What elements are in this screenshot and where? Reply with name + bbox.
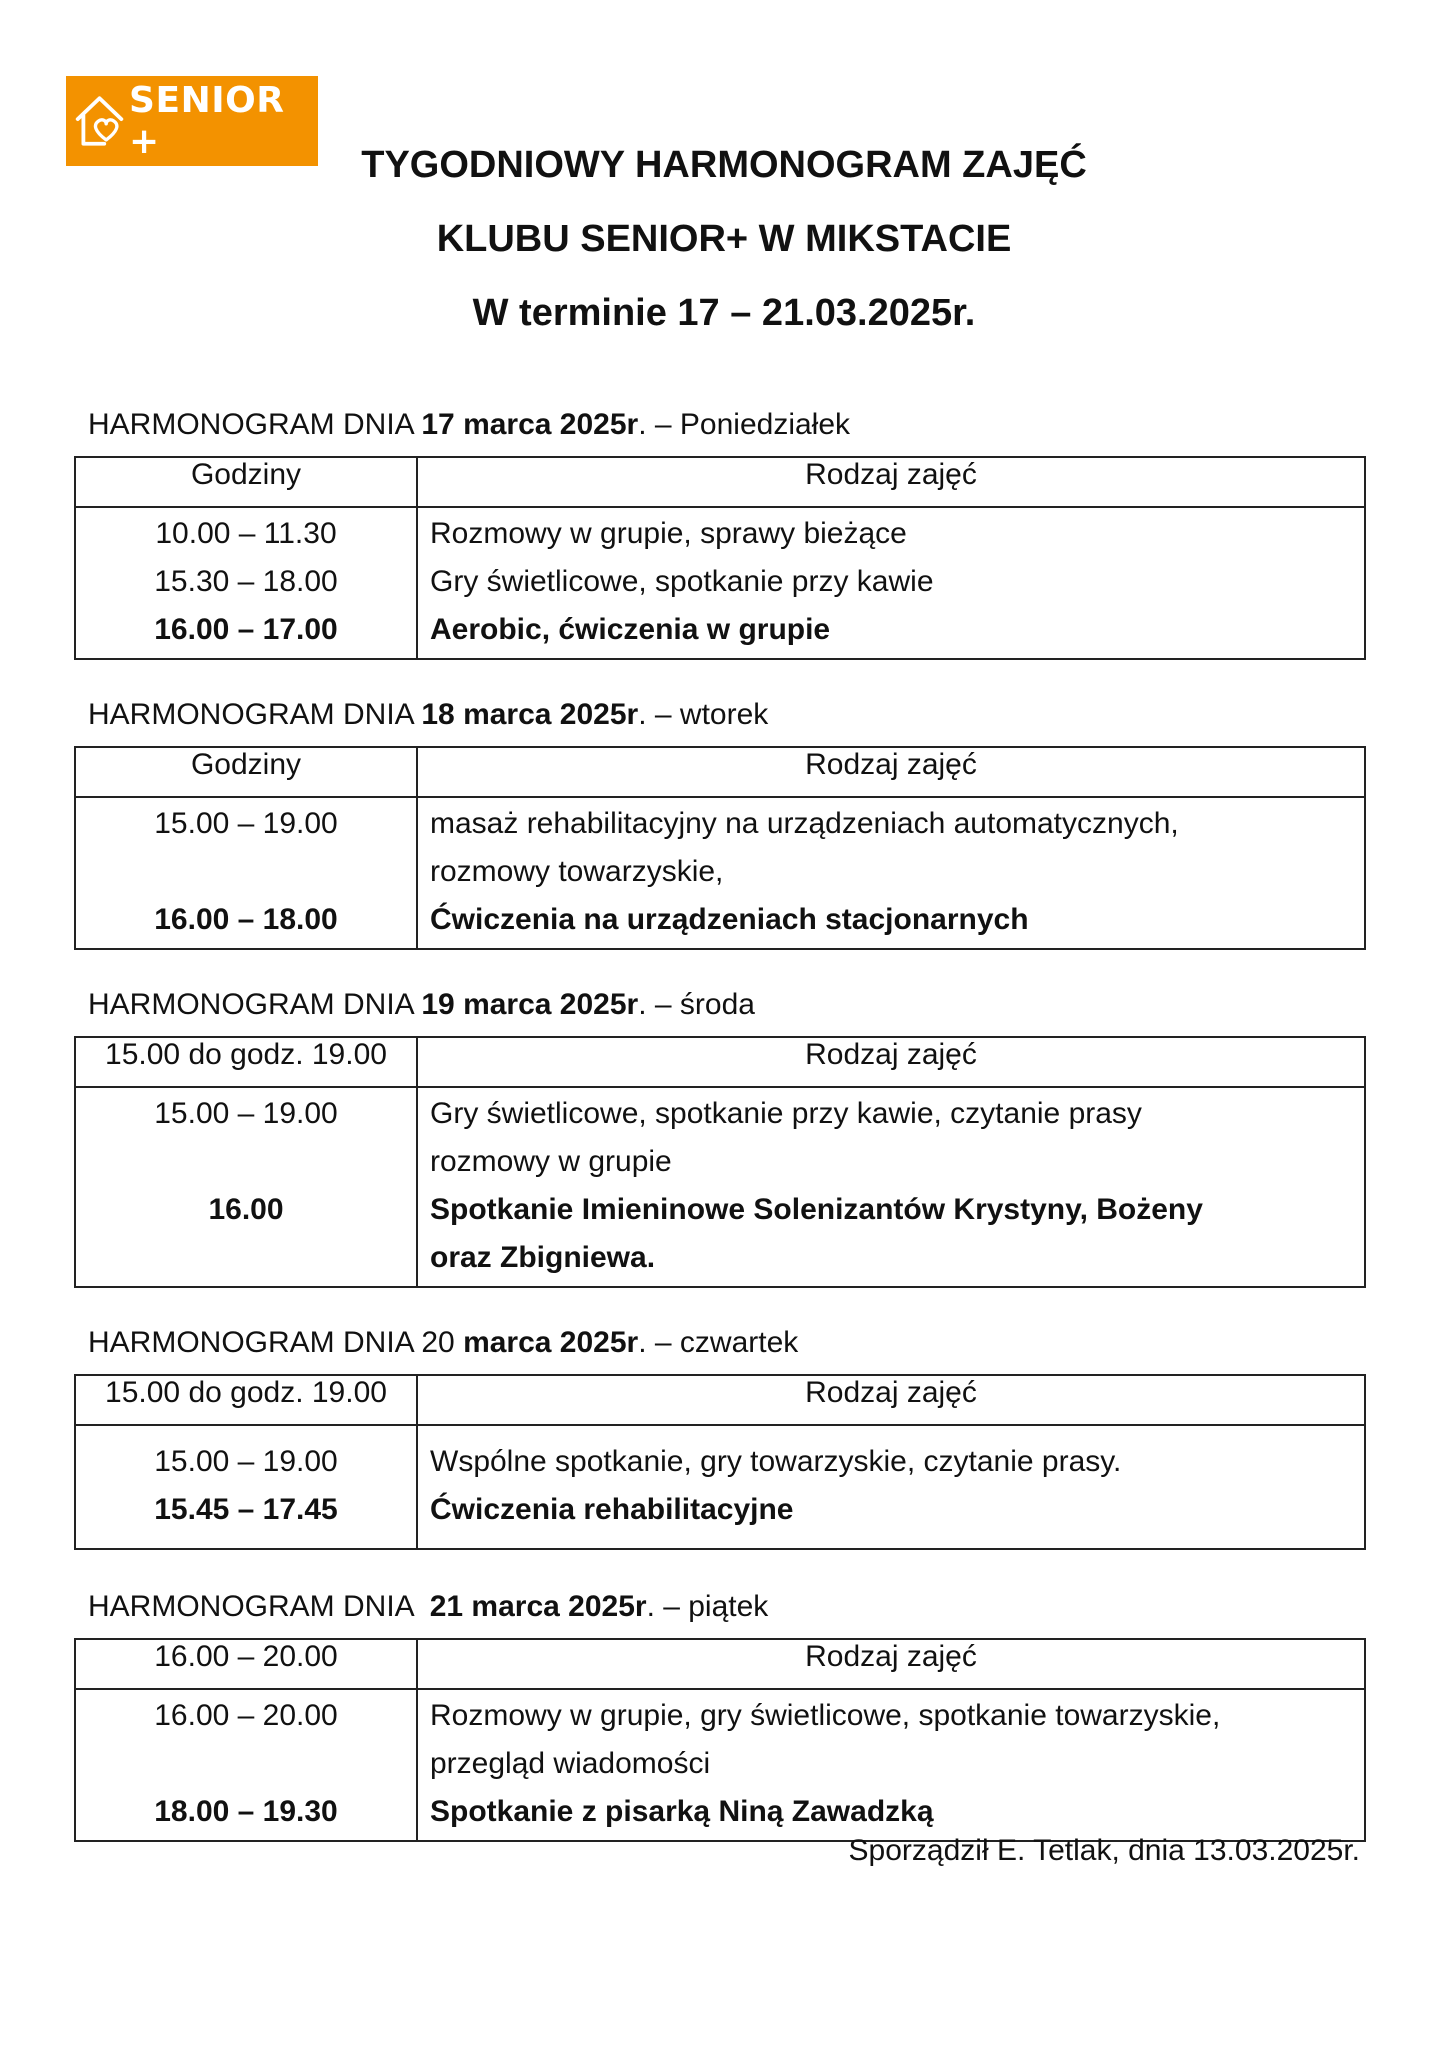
title-line-3: W terminie 17 – 21.03.2025r. [472,292,976,334]
time-cell [76,1234,416,1282]
logo-text: SENIOR + [129,80,285,162]
day-heading-prefix: HARMONOGRAM DNIA 20 [88,1326,464,1359]
schedule-table-friday [74,1638,1366,1842]
activity-cell: Wspólne spotkanie, gry towarzyskie, czytanie prasy. [430,1445,1122,1478]
column-header-type: Rodzaj zajęć [417,747,1365,797]
house-heart-icon [72,91,127,151]
time-cell: 10.00 – 11.30 [155,517,337,550]
table-row [75,1425,1365,1549]
activity-cell: Gry świetlicowe, spotkanie przy kawie, czytanie prasy [430,1097,1142,1130]
time-cell: 15.30 – 18.00 [154,565,338,598]
time-cell [76,1740,416,1788]
title-line-2: KLUBU SENIOR+ W MIKSTACIE [436,218,1012,260]
activity-cell: rozmowy towarzyskie, [430,855,724,888]
column-header-time: Godziny [75,457,417,507]
time-cell: 15.00 – 19.00 [154,1445,338,1478]
activity-cell: Spotkanie z pisarką Niną Zawadzką [430,1795,934,1828]
activity-cell: przegląd wiadomości [430,1747,711,1780]
table-row [75,797,1365,949]
table-row [75,1689,1365,1841]
time-cell [76,1138,416,1186]
column-header-time: Godziny [75,747,417,797]
activity-cell: Spotkanie Imieninowe Solenizantów Krystyny, Bożeny [430,1193,1203,1226]
column-header-time: 15.00 do godz. 19.00 [75,1037,417,1087]
schedule-table-thursday [74,1374,1366,1550]
schedule-table-monday [74,456,1366,660]
time-cell: 16.00 [208,1193,284,1226]
time-cell: 15.00 – 19.00 [154,807,338,840]
time-cell: 16.00 – 20.00 [154,1699,338,1732]
day-heading-suffix: . – Poniedziałek [638,408,851,441]
activity-cell: Ćwiczenia na urządzeniach stacjonarnych [430,903,1029,936]
schedule-table-wednesday [74,1036,1366,1288]
day-heading-thursday [88,1326,798,1360]
day-heading-prefix: HARMONOGRAM DNIA [88,698,422,731]
prepared-by-note: Sporządził E. Tetlak, dnia 13.03.2025r. [848,1834,1360,1867]
activity-cell: Aerobic, ćwiczenia w grupie [430,613,831,646]
day-heading-suffix: . – wtorek [638,698,769,731]
activity-cell: Gry świetlicowe, spotkanie przy kawie [430,565,934,598]
column-header-type: Rodzaj zajęć [417,457,1365,507]
column-header-time: 16.00 – 20.00 [75,1639,417,1689]
activity-cell: Ćwiczenia rehabilitacyjne [430,1493,794,1526]
table-row [75,507,1365,659]
day-heading-date: 18 marca 2025r [421,698,639,731]
day-heading-prefix: HARMONOGRAM DNIA [88,988,422,1021]
day-heading-monday [88,408,850,442]
day-heading-date: 21 marca 2025r [429,1590,647,1623]
schedule-table-tuesday [74,746,1366,950]
column-header-type: Rodzaj zajęć [417,1037,1365,1087]
activity-cell: Rozmowy w grupie, sprawy bieżące [430,517,907,550]
title-line-1: TYGODNIOWY HARMONOGRAM ZAJĘĆ [361,144,1087,186]
day-heading-tuesday [88,698,768,732]
day-heading-suffix: . – środa [638,988,755,1021]
day-heading-date: marca 2025r [463,1326,639,1359]
time-cell: 18.00 – 19.30 [154,1795,338,1828]
day-heading-date: 17 marca 2025r [421,408,639,441]
time-cell: 16.00 – 18.00 [154,903,338,936]
day-heading-date: 19 marca 2025r [421,988,639,1021]
day-heading-friday [88,1590,768,1624]
time-cell: 15.00 – 19.00 [154,1097,338,1130]
day-heading-suffix: . – czwartek [638,1326,799,1359]
time-cell: 16.00 – 17.00 [154,613,338,646]
day-heading-wednesday [88,988,755,1022]
column-header-type: Rodzaj zajęć [417,1375,1365,1425]
column-header-type: Rodzaj zajęć [417,1639,1365,1689]
column-header-time: 15.00 do godz. 19.00 [75,1375,417,1425]
time-cell [76,848,416,896]
day-heading-prefix: HARMONOGRAM DNIA [88,408,422,441]
activity-cell: Rozmowy w grupie, gry świetlicowe, spotkanie towarzyskie, [430,1699,1221,1732]
activity-cell: rozmowy w grupie [430,1145,672,1178]
activity-cell: masaż rehabilitacyjny na urządzeniach automatycznych, [430,807,1179,840]
activity-cell: oraz Zbigniewa. [430,1241,656,1274]
day-heading-prefix: HARMONOGRAM DNIA [88,1590,430,1623]
day-heading-suffix: . – piątek [646,1590,769,1623]
time-cell: 15.45 – 17.45 [154,1493,338,1526]
table-row [75,1087,1365,1287]
